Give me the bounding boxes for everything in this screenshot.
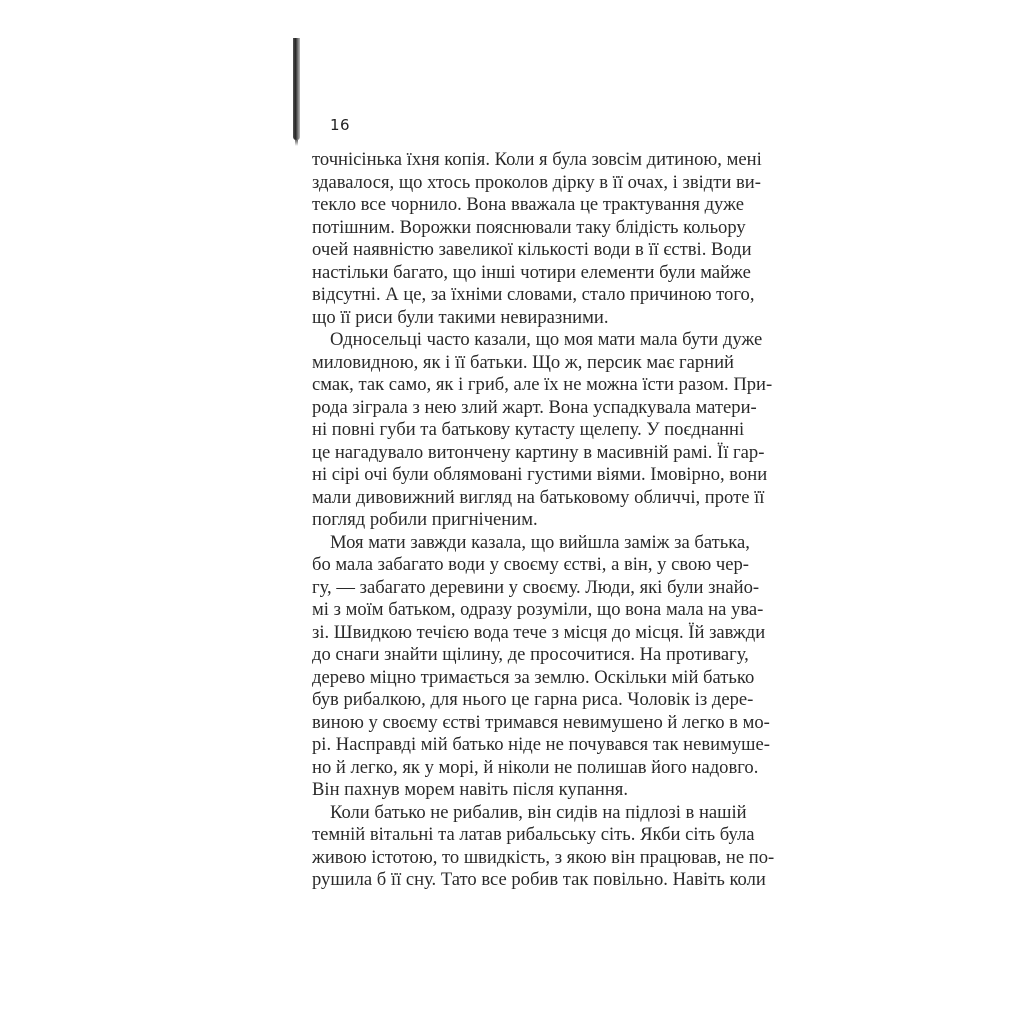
text-line: здавалося, що хтось проколов дірку в її очах, і звідти ви- [312, 171, 761, 193]
text-line: до снаги знайти щілину, де просочитися. На противагу, [312, 644, 749, 665]
text-line: зі. Швидкою течією вода тече з місця до місця. Їй завжди [312, 621, 766, 643]
text-line: це нагадувало витончену картину в масивній рамі. Її гар- [312, 441, 765, 463]
text-line: Коли батько не рибалив, він сидів на підлозі в нашій [330, 801, 747, 823]
text-line: рушила б її сну. Тато все робив так повільно. Навіть коли [312, 869, 766, 890]
text-line: но й легко, як у морі, й ніколи не полишав його надовго. [312, 756, 759, 778]
text-line: очей наявністю завеликої кількості води в її єстві. Води [312, 239, 752, 260]
text-line: настільки багато, що інші чотири елементи були майже [312, 261, 751, 283]
page-number: 16 [330, 116, 351, 134]
text-line: погляд робили пригніченим. [312, 509, 538, 530]
text-line: бо мала забагато води у своєму єстві, а він, у свою чер- [312, 554, 749, 575]
text-line: Він пахнув морем навіть після купання. [312, 779, 628, 800]
text-line: мали дивовижний вигляд на батьковому обличчі, проте її [312, 486, 765, 508]
text-line: ні сірі очі були облямовані густими віями. Імовірно, вони [312, 464, 768, 485]
text-line: смак, так само, як і гриб, але їх не можна їсти разом. При- [312, 374, 773, 395]
text-line: відсутні. А це, за їхніми словами, стало причиною того, [312, 284, 755, 305]
text-line: потішним. Ворожки пояснювали таку блідість кольору [312, 216, 746, 238]
text-line: текло все чорнило. Вона вважала це трактування дуже [312, 194, 744, 215]
text-line: темній вітальні та латав рибальську сіть. Якби сіть була [312, 824, 755, 845]
paragraph [312, 531, 770, 802]
text-line: рода зіграла з нею злий жарт. Вона успадкувала матери- [312, 396, 757, 418]
text-line: мі з моїм батьком, одразу розуміли, що вона мала на ува- [312, 599, 764, 620]
page-edge-marker [293, 38, 300, 140]
text-line: що її риси були такими невиразними. [312, 306, 609, 328]
text-line: Односельці часто казали, що моя мати мала бути дуже [330, 329, 763, 350]
text-line: рі. Насправді мій батько ніде не почувався так невимуше- [312, 734, 770, 755]
text-line: гу, — забагато деревини у своєму. Люди, які були знайо- [312, 576, 760, 598]
paragraph [312, 801, 775, 892]
text-line: ні повні губи та батькову кутасту щелепу. У поєднанні [312, 419, 745, 440]
text-line: дерево міцно тримається за землю. Оскільки мій батько [312, 666, 755, 688]
text-line: миловидною, як і її батьки. Що ж, персик має гарний [312, 351, 734, 373]
paragraph [312, 329, 773, 532]
text-line: був рибалкою, для нього це гарна риса. Чоловік із дере- [312, 689, 754, 710]
paragraph [312, 149, 762, 329]
body-text [312, 149, 775, 892]
text-line: живою істотою, то швидкість, з якою він працював, не по- [312, 846, 775, 868]
text-line: виною у своєму єстві тримався невимушено й легко в мо- [312, 711, 770, 733]
text-line: Моя мати завжди казала, що вийшла заміж за батька, [330, 531, 750, 553]
text-line: точнісінька їхня копія. Коли я була зовсім дитиною, мені [312, 149, 762, 170]
